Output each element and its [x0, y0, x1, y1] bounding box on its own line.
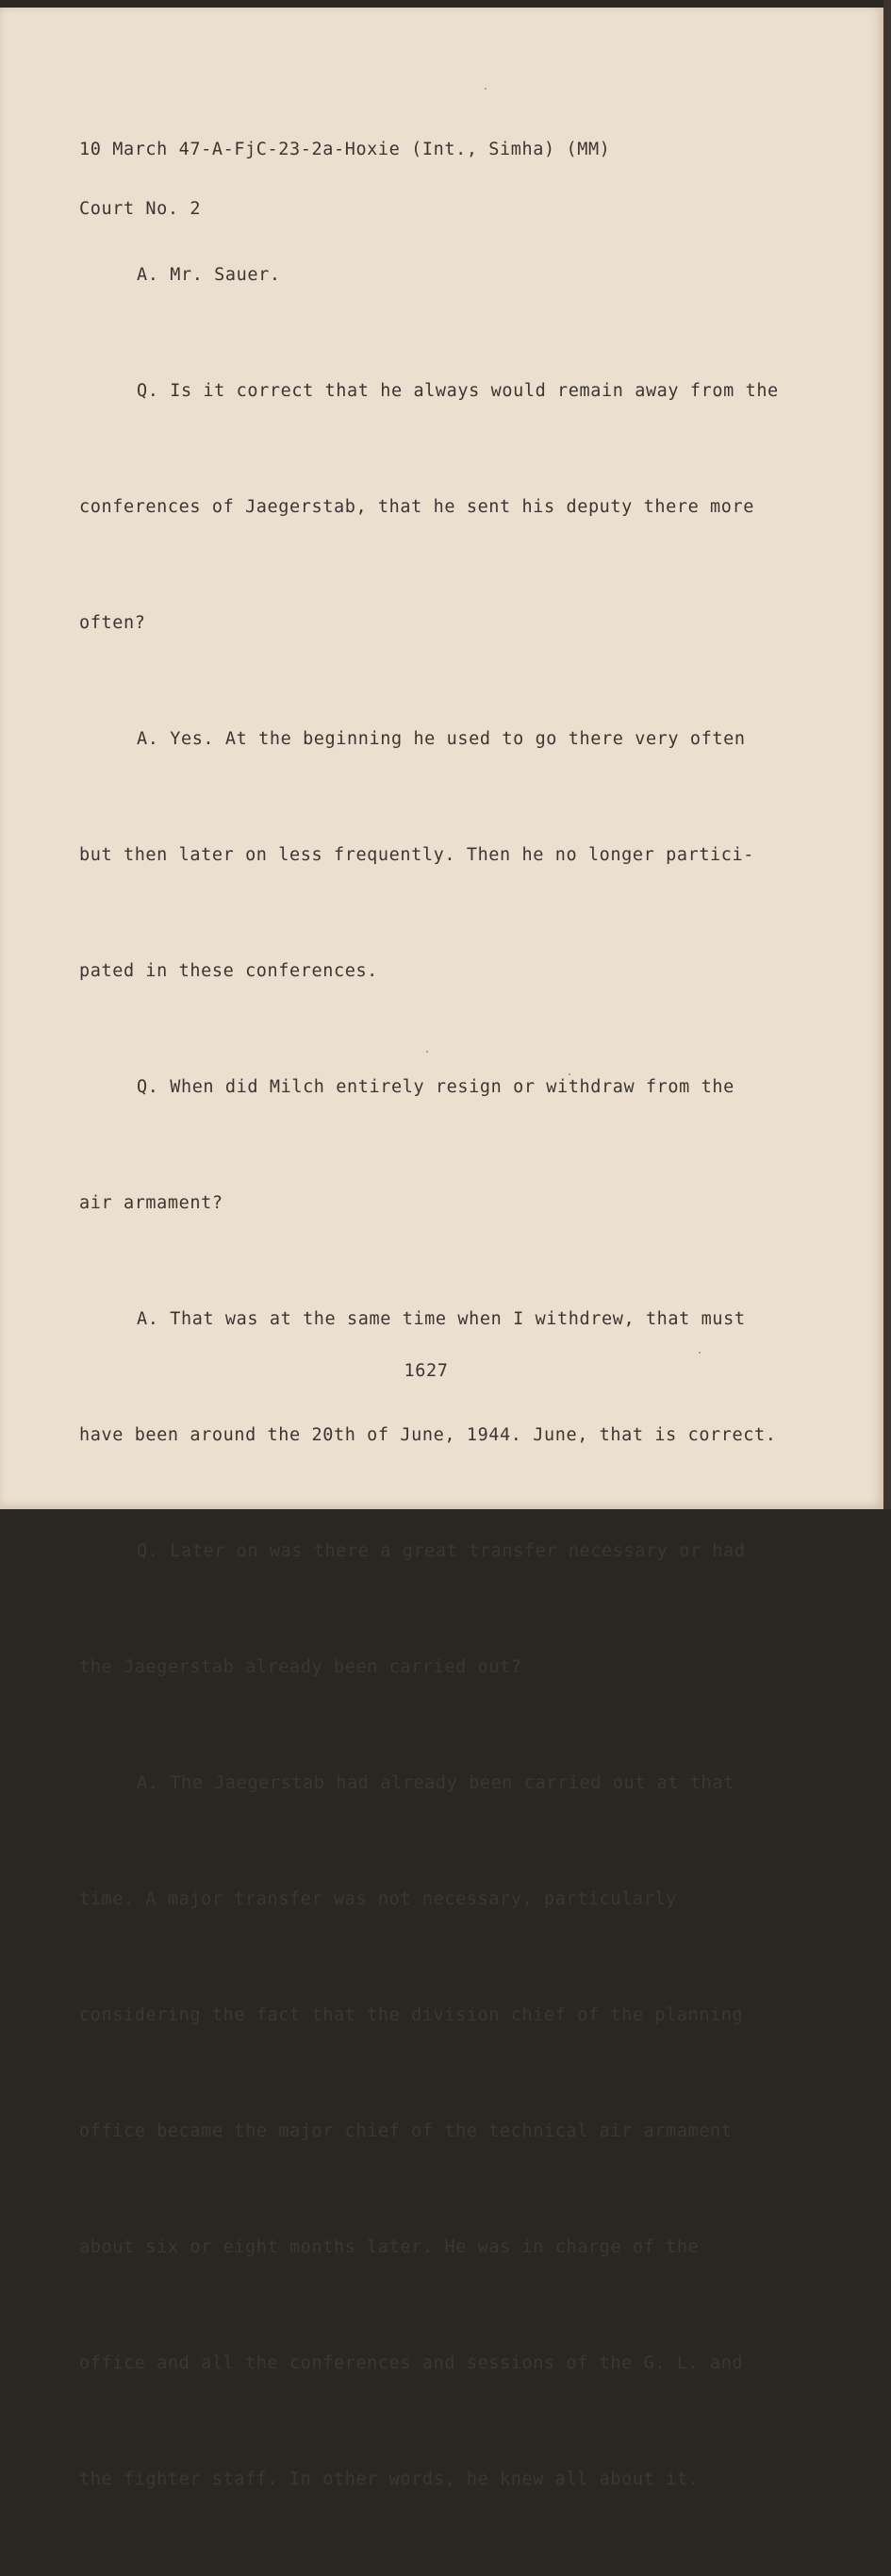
body-line: about six or eight months later. He was in charge of the [79, 2237, 700, 2257]
body-line: often? [79, 613, 146, 633]
body-line: Q. Later on was there a great transfer necessary or had [137, 1541, 746, 1561]
header-line-2: Court No. 2 [79, 199, 202, 219]
body-line: the fighter staff. In other words, he knew all about it. [79, 2469, 700, 2489]
body-line: but then later on less frequently. Then he no longer partici- [79, 845, 755, 865]
page-number: 1627 [404, 1361, 449, 1381]
body-line: considering the fact that the division chief of the planning [79, 2005, 744, 2025]
header-line-1: 10 March 47-A-FjC-23-2a-Hoxie (Int., Simha) (MM) [79, 140, 611, 159]
body-line: office and all the conferences and sessions of the G. L. and [79, 2353, 744, 2373]
body-line: pated in these conferences. [79, 961, 378, 981]
body-line: A. Yes. At the beginning he used to go there very often [137, 729, 746, 749]
body-line: A. That was at the same time when I withdrew, that must [137, 1309, 746, 1329]
body-line: time. A major transfer was not necessary, particularly [79, 1889, 677, 1909]
paper-speck [485, 88, 487, 90]
body-line: Q. When did Milch entirely resign or withdraw from the [137, 1077, 734, 1097]
scan-edge [883, 0, 891, 1509]
body-line: Q. Is it correct that he always would remain away from the [137, 381, 779, 401]
body-line: A. The Jaegerstab had already been carried out at that [137, 1773, 734, 1793]
body-line: A. Mr. Sauer. [137, 265, 281, 285]
paper-speck [699, 1352, 701, 1354]
document-page [0, 8, 883, 2489]
body-line: air armament? [79, 1193, 223, 1213]
body-line: conferences of Jaegerstab, that he sent his deputy there more [79, 497, 755, 517]
paper-speck [569, 1073, 570, 1075]
body-line: have been around the 20th of June, 1944. June, that is correct. [79, 1425, 777, 1445]
body-line: office became the major chief of the technical air armament [79, 2121, 733, 2141]
body-line: the Jaegerstab already been carried out? [79, 1657, 522, 1677]
paper-speck [426, 1051, 428, 1053]
